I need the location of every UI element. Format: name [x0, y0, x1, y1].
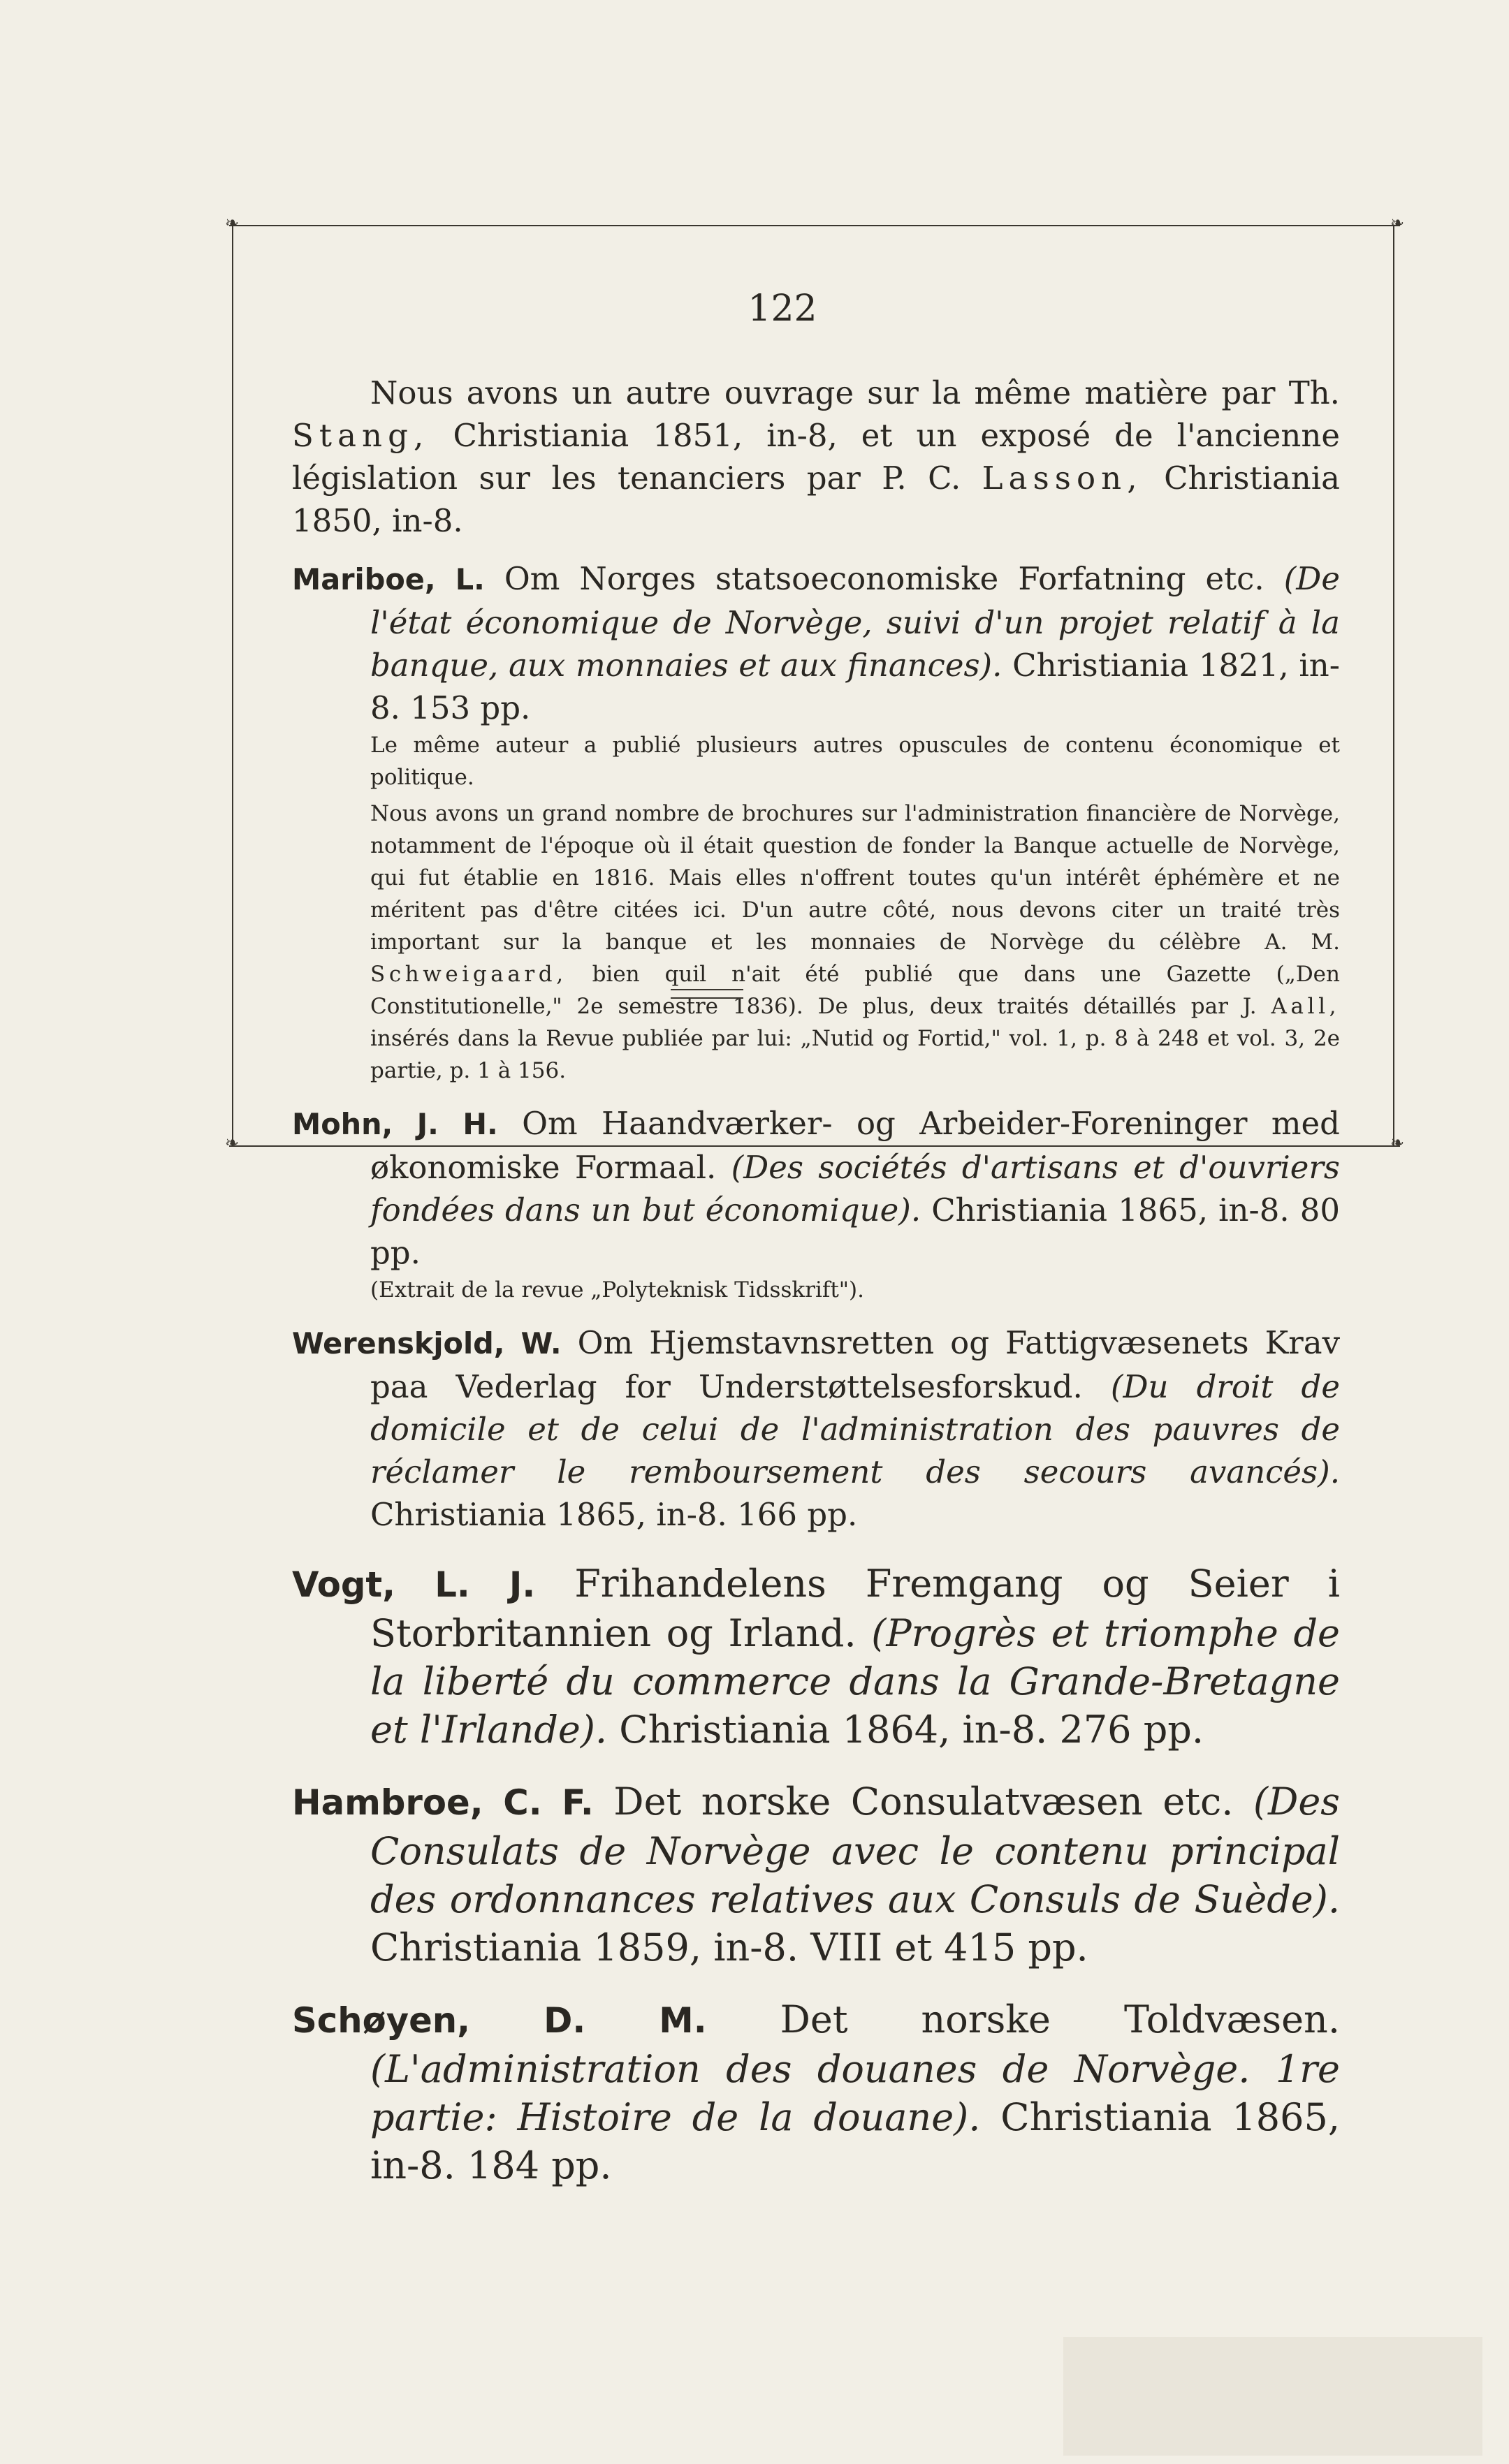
- entry-title: Om Norges statsoeconomiske Forfatning etc.: [504, 560, 1264, 597]
- entry-hambroe: [292, 1777, 1340, 1972]
- entry-imprint: Christiania 1859, in-8. VIII et 415 pp.: [370, 1926, 1088, 1970]
- intro-author-name: Lasson,: [982, 460, 1143, 497]
- entry-title: Det norske Toldvæsen.: [780, 1997, 1340, 2041]
- entry-note: (Extrait de la revue „Polyteknisk Tidsskrift").: [370, 1277, 865, 1303]
- frame-top-rule: [229, 225, 1400, 226]
- intro-author-name: Stang,: [292, 417, 430, 454]
- intro-text: Christiania 1850, in-8.: [292, 460, 1340, 539]
- note-text: bien quil n'ait été publié que dans une Gazette („Den Constitutionelle," 2e semestre 1836). De plus, deux traités détaillés par J.: [370, 962, 1340, 1019]
- entry-schoyen: [292, 1995, 1340, 2190]
- entry-mariboe: [292, 557, 1340, 729]
- entry-author: Mohn, J. H.: [292, 1108, 498, 1141]
- entry-author: Werenskjold, W.: [292, 1327, 562, 1361]
- entry-title: Om Hjemstavnsretten og Fattigvæsenets Krav paa Vederlag for Understøttelsesforskud.: [370, 1324, 1340, 1405]
- entry-translation: (Progrès et triomphe de la liberté du commerce dans la Grande-Bretagne et l'Irlande).: [370, 1611, 1340, 1752]
- section-end-rule: [671, 989, 743, 999]
- entry-translation: (Des sociétés d'artisans et d'ouvriers fondées dans un but économique).: [370, 1149, 1340, 1229]
- page-body: [292, 372, 1340, 2190]
- entry-author: Hambroe, C. F.: [292, 1782, 594, 1823]
- entry-werenskjold: [292, 1321, 1340, 1536]
- entry-note: Le même auteur a publié plusieurs autres opuscules de contenu économique et politique.: [370, 733, 1340, 790]
- entry-title: Det norske Consulatvæsen etc.: [613, 1780, 1234, 1824]
- entry-imprint: Christiania 1864, in-8. 276 pp.: [619, 1708, 1204, 1752]
- corner-ornament: ❧: [225, 1133, 240, 1152]
- note-text: insérés dans la Revue publiée par lui: „Nutid og Fortid," vol. 1, p. 8 à 248 et vol. 3, 2e partie, p. 1 à 156.: [370, 1026, 1340, 1083]
- entry-imprint: Christiania 1865, in-8. 80 pp.: [370, 1191, 1340, 1271]
- entry-author: Vogt, L. J.: [292, 1564, 536, 1605]
- entry-translation: (Du droit de domicile et de celui de l'administration des pauvres de réclamer le remboursement des secours avancés).: [370, 1368, 1340, 1490]
- entry-imprint: Christiania 1865, in-8. 184 pp.: [370, 2095, 1340, 2187]
- intro-text: Nous avons un autre ouvrage sur la même matière par Th.: [370, 374, 1340, 411]
- entry-mohn: [292, 1102, 1340, 1274]
- entry-title: Frihandelens Fremgang og Seier i Storbritannien og Irland.: [370, 1562, 1340, 1655]
- entry-imprint: Christiania 1865, in-8. 166 pp.: [370, 1496, 858, 1533]
- corner-ornament: ❧: [1390, 1133, 1405, 1152]
- frame-right-rule: [1393, 225, 1394, 1145]
- page-number: 122: [748, 288, 817, 330]
- entry-imprint: Christiania 1821, in-8. 153 pp.: [370, 647, 1340, 726]
- frame-left-rule: [232, 225, 233, 1145]
- corner-ornament: ❧: [225, 213, 240, 233]
- entry-author: Mariboe, L.: [292, 563, 485, 596]
- entry-translation: (L'administration des douanes de Norvège. 1re partie: Histoire de la douane).: [370, 2047, 1340, 2139]
- entry-vogt: [292, 1560, 1340, 1754]
- entry-note: [292, 798, 1340, 1087]
- note-author-name: Schweigaard,: [370, 962, 567, 987]
- note-text: Nous avons un grand nombre de brochures sur l'administration financière de Norvège, notamment de l'époque où il était question de fonder la Banque actuelle de Norvège, qui fut établie en 1816. Mais elles n'offrent toutes qu'un intérêt éphémère et ne méritent pas d'être citées ici. D'un autre côté, nous devons citer un traité très important sur la banque et les monnaies de Norvège du célèbre A. M.: [370, 801, 1340, 955]
- entry-title: Om Haandværker- og Arbeider-Foreninger med økonomiske Formaal.: [370, 1105, 1340, 1186]
- note-author-name: Aall,: [1271, 994, 1340, 1019]
- entry-translation: (De l'état économique de Norvège, suivi d'un projet relatif à la banque, aux monnaies et aux finances).: [370, 560, 1340, 684]
- intro-text: Christiania 1851, in-8, et un exposé de l'ancienne législation sur les tenanciers par P. C.: [292, 417, 1340, 497]
- entry-translation: (Des Consulats de Norvège avec le contenu principal des ordonnances relatives aux Consuls de Suède).: [370, 1780, 1340, 1921]
- corner-ornament: ❧: [1390, 213, 1405, 233]
- intro-paragraph: [292, 372, 1340, 542]
- library-stamp-area: [1063, 2337, 1482, 2456]
- entry-author: Schøyen, D. M.: [292, 2000, 707, 2041]
